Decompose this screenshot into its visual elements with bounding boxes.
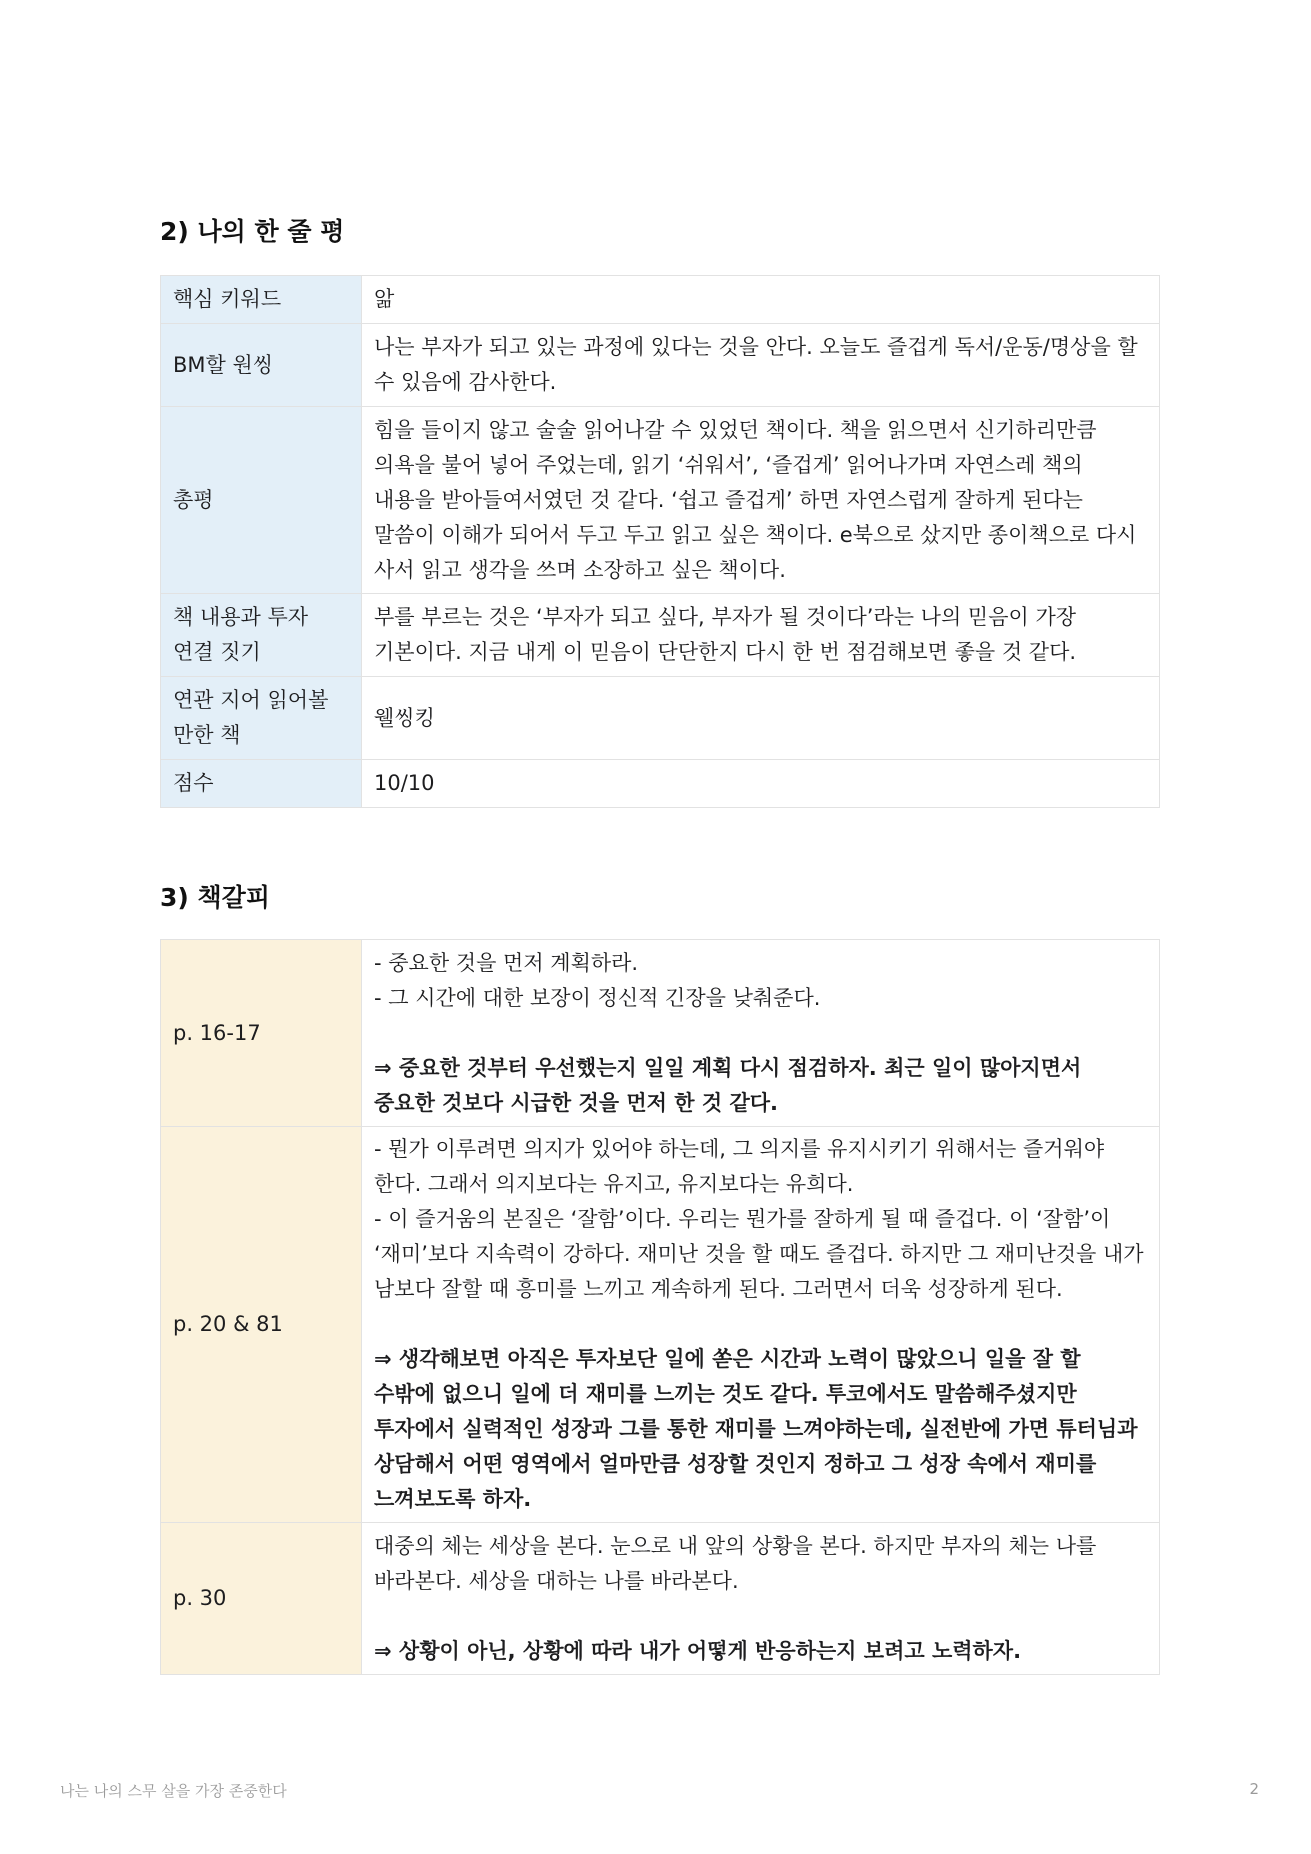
- row-label-related-book: 연관 지어 읽어볼 만한 책: [161, 677, 362, 760]
- row-value-keyword: 앎: [362, 276, 1160, 324]
- bookmark-page-label: p. 20 & 81: [161, 1127, 362, 1523]
- table-row: [161, 1523, 1160, 1675]
- row-label-score: 점수: [161, 760, 362, 808]
- bookmark-content: [362, 1523, 1160, 1675]
- spacer: [374, 1307, 1147, 1342]
- row-value-related-book: 웰씽킹: [362, 677, 1160, 760]
- review-table: [160, 275, 1160, 808]
- bookmark-quote: - 그 시간에 대한 보장이 정신적 긴장을 낮춰준다.: [374, 985, 821, 1010]
- bookmark-reflection: ⇒ 생각해보면 아직은 투자보단 일에 쏟은 시간과 노력이 많았으니 일을 잘 할 수밖에 없으니 일에 더 재미를 느끼는 것도 같다. 투코에서도 말씀해주셨지만 투자에서 실력적인 성장과 그를 통한 재미를 느껴야하는데, 실전반에 가면 튜터님과 상담해서 어떤 영역에서 얼마만큼 성장할 것인지 정하고 그 성장 속에서 재미를 느껴보도록 하자.: [374, 1347, 1138, 1511]
- bookmark-quote: - 이 즐거움의 본질은 ‘잘함’이다. 우리는 뭔가를 잘하게 될 때 즐겁다. 이 ‘잘함’이 ‘재미’보다 지속력이 강하다. 재미난 것을 할 때도 즐겁다. 하지만 그 재미난것을 내가 남보다 잘할 때 흥미를 느끼고 계속하게 된다. 그러면서 더욱 성장하게 된다.: [374, 1207, 1144, 1301]
- footer-text: 나는 나의 스무 살을 가장 존중한다: [60, 1782, 287, 1800]
- section-title-bookmarks: 3) 책갈피: [160, 883, 270, 912]
- bookmark-table: [160, 939, 1160, 1675]
- bookmark-content: [362, 940, 1160, 1127]
- table-row: [161, 407, 1160, 594]
- row-value-one-thing: 나는 부자가 되고 있는 과정에 있다는 것을 안다. 오늘도 즐겁게 독서/운동/명상을 할 수 있음에 감사한다.: [362, 324, 1160, 407]
- bookmark-quote: 대중의 체는 세상을 본다. 눈으로 내 앞의 상황을 본다. 하지만 부자의 체는 나를 바라본다. 세상을 대하는 나를 바라본다.: [374, 1533, 1097, 1593]
- row-label-overall-review: 총평: [161, 407, 362, 594]
- table-row: [161, 760, 1160, 808]
- row-value-investment-link: 부를 부르는 것은 ‘부자가 되고 싶다, 부자가 될 것이다’라는 나의 믿음이 가장 기본이다. 지금 내게 이 믿음이 단단한지 다시 한 번 점검해보면 좋을 것 같다.: [362, 594, 1160, 677]
- row-value-score: 10/10: [362, 760, 1160, 808]
- table-row: [161, 276, 1160, 324]
- row-label-one-thing: BM할 원씽: [161, 324, 362, 407]
- bookmark-content: [362, 1127, 1160, 1523]
- table-row: [161, 677, 1160, 760]
- row-label-keyword: 핵심 키워드: [161, 276, 362, 324]
- table-row: [161, 324, 1160, 407]
- bookmark-quote: - 중요한 것을 먼저 계획하라.: [374, 950, 639, 975]
- table-row: [161, 940, 1160, 1127]
- bookmark-quote: - 뭔가 이루려면 의지가 있어야 하는데, 그 의지를 유지시키기 위해서는 즐거워야 한다. 그래서 의지보다는 유지고, 유지보다는 유희다.: [374, 1137, 1105, 1196]
- bookmark-reflection: ⇒ 중요한 것부터 우선했는지 일일 계획 다시 점검하자. 최근 일이 많아지면서 중요한 것보다 시급한 것을 먼저 한 것 같다.: [374, 1055, 1082, 1115]
- table-row: [161, 594, 1160, 677]
- bookmark-reflection: ⇒ 상황이 아닌, 상황에 따라 내가 어떻게 반응하는지 보려고 노력하자.: [374, 1638, 1022, 1663]
- bookmark-page-label: p. 30: [161, 1523, 362, 1675]
- section-title-review: 2) 나의 한 줄 평: [160, 217, 345, 246]
- row-value-overall-review: 힘을 들이지 않고 술술 읽어나갈 수 있었던 책이다. 책을 읽으면서 신기하리만큼 의욕을 불어 넣어 주었는데, 읽기 ‘쉬워서’, ‘즐겁게’ 읽어나가며 자연스레 책의 내용을 받아들여서였던 것 같다. ‘쉽고 즐겁게’ 하면 자연스럽게 잘하게 된다는 말씀이 이해가 되어서 두고 두고 읽고 싶은 책이다. e북으로 샀지만 종이책으로 다시 사서 읽고 생각을 쓰며 소장하고 싶은 책이다.: [362, 407, 1160, 594]
- spacer: [374, 1016, 1147, 1051]
- bookmark-page-label: p. 16-17: [161, 940, 362, 1127]
- row-label-investment-link: 책 내용과 투자 연결 짓기: [161, 594, 362, 677]
- table-row: [161, 1127, 1160, 1523]
- spacer: [374, 1599, 1147, 1634]
- page-number: 2: [1249, 1780, 1259, 1798]
